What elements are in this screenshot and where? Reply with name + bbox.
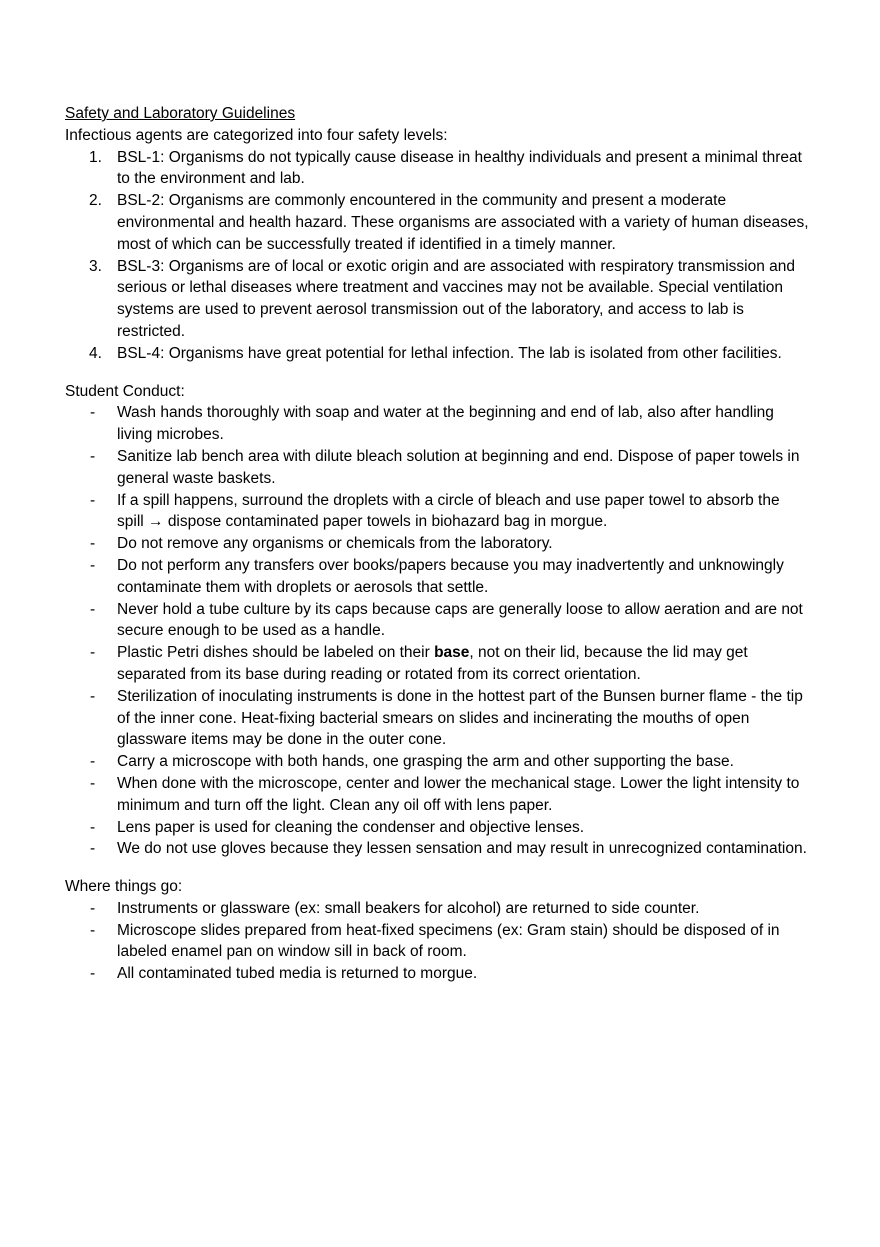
where-heading: Where things go:: [65, 878, 183, 896]
list-item: [65, 838, 810, 860]
safety-levels-list: [65, 147, 810, 365]
petri-text-bold: base: [434, 644, 470, 662]
bullet-marker: -: [90, 535, 96, 553]
list-item-text: Sanitize lab bench area with dilute bleach solution at beginning and end. Dispose of paper towels in general waste baskets.: [117, 447, 800, 487]
list-item-text: Lens paper is used for cleaning the condenser and objective lenses.: [117, 818, 585, 836]
list-item: [65, 533, 810, 555]
list-item: [65, 402, 810, 446]
list-item: [65, 490, 810, 534]
conduct-list: [65, 402, 810, 860]
list-item: [65, 686, 810, 751]
bullet-marker: -: [90, 840, 96, 858]
bullet-marker: -: [90, 774, 96, 792]
bullet-marker: -: [90, 404, 96, 422]
list-number: 3.: [89, 257, 102, 275]
list-item: [65, 963, 810, 985]
list-item: [65, 190, 810, 255]
list-item: [65, 599, 810, 643]
list-item-text: Carry a microscope with both hands, one grasping the arm and other supporting the base.: [117, 753, 734, 771]
list-item: [65, 343, 810, 365]
petri-text-after: , not on their lid, because the lid may get separated from its base during reading or rotated from its correct orientation.: [117, 644, 748, 683]
page-title: Safety and Laboratory Guidelines: [65, 105, 296, 122]
list-item-text: BSL-4: Organisms have great potential for lethal infection. The lab is isolated from other facilities.: [117, 344, 782, 362]
list-item-text: We do not use gloves because they lessen sensation and may result in unrecognized contamination.: [117, 840, 807, 858]
bullet-marker: -: [90, 899, 96, 917]
list-number: 4.: [89, 344, 102, 362]
bullet-marker: -: [90, 556, 96, 574]
petri-text-before: Plastic Petri dishes should be labeled on their: [117, 644, 435, 662]
bullet-marker: -: [90, 447, 96, 465]
list-item-text: BSL-3: Organisms are of local or exotic origin and are associated with respiratory transmission and serious or lethal diseases where treatment and vaccines may not be available. Special ventilation systems are used to prevent aerosol transmission out of the laboratory, and access to lab is restricted.: [117, 257, 796, 340]
list-item-text: All contaminated tubed media is returned to morgue.: [117, 965, 478, 983]
conduct-heading: Student Conduct:: [65, 382, 185, 400]
list-number: 1.: [89, 148, 102, 166]
bullet-marker: -: [90, 687, 96, 705]
where-list: [65, 898, 810, 985]
list-item: [65, 773, 810, 817]
list-item: [65, 751, 810, 773]
bullet-marker: -: [90, 753, 96, 771]
list-item-text: BSL-2: Organisms are commonly encountered in the community and present a moderate environmental and health hazard. These organisms are associated with a variety of human diseases, most of which can be successfully treated if identified in a timely manner.: [117, 192, 809, 253]
list-item: [65, 920, 810, 964]
document-page: [65, 103, 810, 985]
list-item-text: When done with the microscope, center and lower the mechanical stage. Lower the light intensity to minimum and turn off the light. Clean any oil off with lens paper.: [117, 774, 800, 814]
list-item-text: Do not perform any transfers over books/papers because you may inadvertently and unknowingly contaminate them with droplets or aerosols that settle.: [117, 556, 784, 596]
list-number: 2.: [89, 192, 102, 210]
list-item: [65, 147, 810, 191]
list-item: [65, 898, 810, 920]
list-item-text: Microscope slides prepared from heat-fixed specimens (ex: Gram stain) should be disposed of in labeled enamel pan on window sill in back of room.: [117, 921, 780, 961]
list-item: [65, 446, 810, 490]
bullet-marker: -: [90, 600, 96, 618]
bullet-marker: -: [90, 921, 96, 939]
list-item-text: Instruments or glassware (ex: small beakers for alcohol) are returned to side counter.: [117, 899, 700, 917]
bullet-marker: -: [90, 644, 96, 662]
list-item-text: Do not remove any organisms or chemicals from the laboratory.: [117, 535, 553, 553]
list-item: [65, 817, 810, 839]
list-item-text: Sterilization of inoculating instruments is done in the hottest part of the Bunsen burner flame - the tip of the inner cone. Heat-fixing bacterial smears on slides and incinerating the mouths of open glassware items may be done in the outer cone.: [117, 687, 803, 749]
list-item-text: If a spill happens, surround the droplets with a circle of bleach and use paper towel to absorb the spill → dispose contaminated paper towels in biohazard bag in morgue.: [117, 491, 780, 531]
list-item: [65, 256, 810, 343]
list-item: [65, 642, 810, 686]
list-item-text: Never hold a tube culture by its caps because caps are generally loose to allow aeration and are not secure enough to be used as a handle.: [117, 600, 803, 640]
bullet-marker: -: [90, 491, 96, 509]
list-item-text: Wash hands thoroughly with soap and water at the beginning and end of lab, also after handling living microbes.: [117, 404, 774, 444]
bullet-marker: -: [90, 965, 96, 983]
bullet-marker: -: [90, 818, 96, 836]
list-item-text: BSL-1: Organisms do not typically cause disease in healthy individuals and present a minimal threat to the environment and lab.: [117, 148, 802, 188]
intro-text: Infectious agents are categorized into four safety levels:: [65, 126, 448, 144]
list-item: [65, 555, 810, 599]
